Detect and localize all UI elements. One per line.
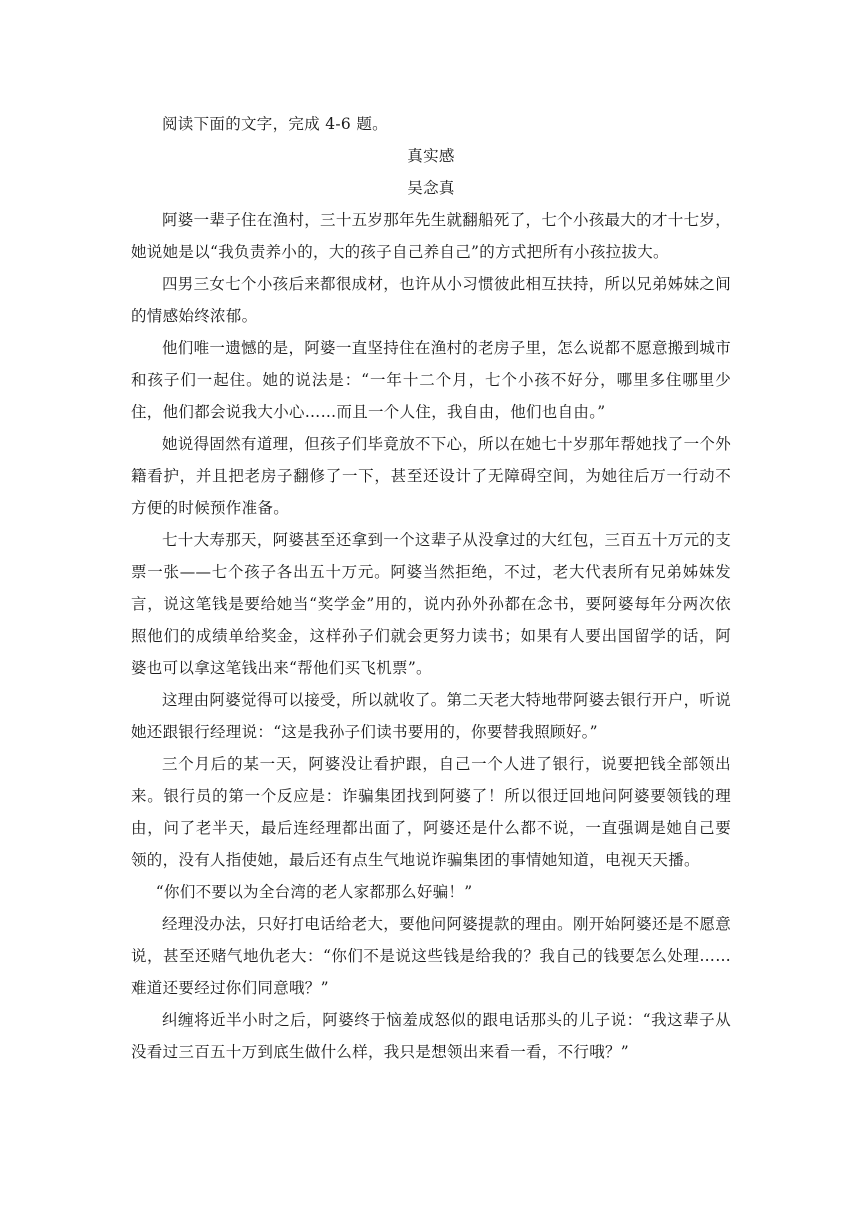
paragraph-4: 她说得固然有道理，但孩子们毕竟放不下心，所以在她七十岁那年帮她找了一个外籍看护，并且把老房子翻修了一下，甚至还设计了无障碍空间，为她往后万一行动不方便的时候预作准备。 (131, 435, 731, 517)
paragraph-5: 七十大寿那天，阿婆甚至还拿到一个这辈子从没拿过的大红包，三百五十万元的支票一张——七个孩子各出五十万元。阿婆当然拒绝，不过，老大代表所有兄弟姊妹发言，说这笔钱是要给她当“奖学金”用的，说内孙外孙都在念书，要阿婆每年分两次依照他们的成绩单给奖金，这样孙子们就会更努力读书；如果有人要出国留学的话，阿婆也可以拿这笔钱出来“帮他们买飞机票”。 (131, 531, 731, 677)
article-author: 吴念真 (407, 179, 455, 197)
paragraph-8: “你们不要以为全台湾的老人家都那么好骗！” (155, 883, 473, 901)
instruction-text: 阅读下面的文字，完成 4-6 题。 (162, 115, 388, 133)
paragraph-7: 三个月后的某一天，阿婆没让看护跟，自己一个人进了银行，说要把钱全部领出来。银行员的第一个反应是：诈骗集团找到阿婆了！所以很迂回地问阿婆要领钱的理由，问了老半天，最后连经理都出面了，阿婆还是什么都不说，一直强调是她自己要领的，没有人指使她，最后还有点生气地说诈骗集团的事情她知道，电视天天播。 (131, 755, 731, 869)
article-title: 真实感 (407, 147, 455, 165)
paragraph-9: 经理没办法，只好打电话给老大，要他问阿婆提款的理由。刚开始阿婆还是不愿意说，甚至还赌气地仇老大：“你们不是说这些钱是给我的？我自己的钱要怎么处理……难道还要经过你们同意哦？” (131, 915, 731, 997)
document-body (131, 108, 731, 1068)
paragraph-10: 纠缠将近半小时之后，阿婆终于恼羞成怒似的跟电话那头的儿子说：“我这辈子从没看过三百五十万到底生做什么样，我只是想领出来看一看，不行哦？” (131, 1011, 731, 1061)
paragraph-1: 阿婆一辈子住在渔村，三十五岁那年先生就翻船死了，七个小孩最大的才十七岁，她说她是以“我负责养小的，大的孩子自己养自己”的方式把所有小孩拉拔大。 (131, 211, 731, 261)
paragraph-2: 四男三女七个小孩后来都很成材，也许从小习惯彼此相互扶持，所以兄弟姊妹之间的情感始终浓郁。 (131, 275, 731, 325)
paragraph-6: 这理由阿婆觉得可以接受，所以就收了。第二天老大特地带阿婆去银行开户，听说她还跟银行经理说：“这是我孙子们读书要用的，你要替我照顾好。” (131, 691, 731, 741)
paragraph-3: 他们唯一遗憾的是，阿婆一直坚持住在渔村的老房子里，怎么说都不愿意搬到城市和孩子们一起住。她的说法是：“一年十二个月，七个小孩不好分，哪里多住哪里少住，他们都会说我大小心……而且一个人住，我自由，他们也自由。” (131, 339, 731, 421)
